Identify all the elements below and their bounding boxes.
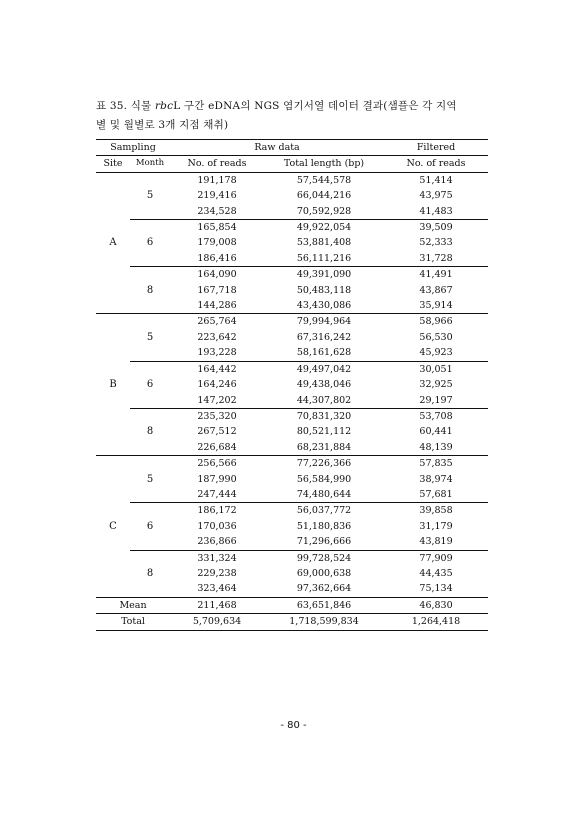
filtered-reads-cell: 56,530 xyxy=(419,331,453,343)
raw-reads-cell: 323,464 xyxy=(170,581,264,597)
month-cell: 6 xyxy=(130,503,170,550)
total-length-cell: 53,881,408 xyxy=(296,237,352,249)
header-raw-data: Raw data xyxy=(170,140,384,156)
month-cell: 8 xyxy=(130,267,170,314)
filtered-reads-cell: 31,179 xyxy=(419,520,453,532)
total-length-cell: 58,161,628 xyxy=(264,345,384,361)
filtered-reads-cell: 38,974 xyxy=(419,473,453,485)
table-row xyxy=(96,220,488,236)
total-length-cell: 51,180,836 xyxy=(296,520,352,532)
month-cell: 5 xyxy=(130,456,170,503)
total-length-cell: 67,316,242 xyxy=(296,331,352,343)
total-length-cell: 70,831,320 xyxy=(296,410,352,422)
filtered-reads-cell: 41,483 xyxy=(384,204,488,220)
filtered-reads-cell: 60,441 xyxy=(419,426,453,438)
raw-reads-cell: 187,990 xyxy=(197,473,237,485)
filtered-reads-cell: 53,708 xyxy=(419,410,453,422)
raw-reads-cell: 186,416 xyxy=(170,251,264,267)
raw-reads-cell: 193,228 xyxy=(170,345,264,361)
filtered-reads-cell: 35,914 xyxy=(384,298,488,314)
raw-reads-cell: 236,866 xyxy=(170,534,264,550)
filtered-reads-cell: 41,491 xyxy=(419,269,453,281)
raw-reads-cell: 219,416 xyxy=(197,190,237,202)
total-label: Total xyxy=(96,614,170,630)
total-length: 1,718,599,834 xyxy=(264,614,384,630)
total-length-cell: 79,994,964 xyxy=(296,316,352,328)
filtered-reads-cell: 43,975 xyxy=(419,190,453,202)
total-reads: 5,709,634 xyxy=(170,614,264,630)
raw-reads-cell: 167,718 xyxy=(197,284,237,296)
raw-reads-cell: 235,320 xyxy=(197,410,237,422)
total-length-cell: 49,438,046 xyxy=(296,379,352,391)
total-length-cell: 77,226,366 xyxy=(296,458,352,470)
filtered-reads-cell: 32,925 xyxy=(419,379,453,391)
site-cell: B xyxy=(96,314,130,456)
raw-reads-cell: 229,238 xyxy=(197,567,237,579)
table-row xyxy=(96,550,488,566)
header-raw-reads: No. of reads xyxy=(170,156,264,172)
table-body xyxy=(96,172,488,597)
total-length-cell: 69,000,638 xyxy=(296,567,352,579)
mean-label: Mean xyxy=(119,599,147,611)
filtered-reads-cell: 77,909 xyxy=(419,552,453,564)
raw-reads-cell: 164,246 xyxy=(197,379,237,391)
table-caption xyxy=(96,97,496,135)
total-length-cell: 56,584,990 xyxy=(296,473,352,485)
caption-gene-italic: rbc xyxy=(154,100,174,112)
header-month: Month xyxy=(130,156,170,172)
filtered-reads-cell: 29,197 xyxy=(384,393,488,409)
caption-text-2: 별 및 월별로 3개 지점 채취) xyxy=(96,119,229,131)
total-length-cell: 97,362,664 xyxy=(264,581,384,597)
month-cell: 6 xyxy=(130,361,170,408)
filtered-reads-cell: 57,835 xyxy=(419,458,453,470)
raw-reads-cell: 164,442 xyxy=(197,363,237,375)
total-row xyxy=(96,614,488,630)
raw-reads-cell: 147,202 xyxy=(170,393,264,409)
total-length-cell: 80,521,112 xyxy=(296,426,352,438)
total-length-cell: 49,391,090 xyxy=(296,269,352,281)
filtered-reads-cell: 48,139 xyxy=(384,440,488,456)
raw-reads-cell: 191,178 xyxy=(197,174,237,186)
filtered-reads-cell: 75,134 xyxy=(384,581,488,597)
month-cell: 8 xyxy=(130,408,170,455)
raw-reads-cell: 265,764 xyxy=(197,316,237,328)
raw-reads-cell: 226,684 xyxy=(170,440,264,456)
filtered-reads-cell: 43,867 xyxy=(419,284,453,296)
filtered-reads-cell: 45,923 xyxy=(384,345,488,361)
month-cell: 8 xyxy=(130,550,170,597)
header-filtered: Filtered xyxy=(384,140,488,156)
raw-reads-cell: 223,642 xyxy=(197,331,237,343)
total-length-cell: 50,483,118 xyxy=(296,284,352,296)
filtered-reads-cell: 31,728 xyxy=(384,251,488,267)
raw-reads-cell: 179,008 xyxy=(197,237,237,249)
raw-reads-cell: 247,444 xyxy=(170,487,264,503)
total-length-cell: 71,296,666 xyxy=(264,534,384,550)
raw-reads-cell: 144,286 xyxy=(170,298,264,314)
table-row xyxy=(96,314,488,330)
filtered-reads-cell: 43,819 xyxy=(384,534,488,550)
mean-row xyxy=(96,597,488,613)
mean-length: 63,651,846 xyxy=(296,599,352,611)
site-cell: A xyxy=(96,172,130,314)
total-length-cell: 57,544,578 xyxy=(296,174,352,186)
total-length-cell: 44,307,802 xyxy=(264,393,384,409)
total-filtered: 1,264,418 xyxy=(384,614,488,630)
table-row xyxy=(96,408,488,424)
month-cell: 5 xyxy=(130,314,170,361)
caption-text-1a: 표 35. 식물 xyxy=(96,100,155,112)
header-row-1 xyxy=(96,140,488,156)
total-length-cell: 49,497,042 xyxy=(296,363,352,375)
caption-text-1b: L 구간 eDNA의 NGS 염기서열 데이터 결과(샘플은 각 지역 xyxy=(173,100,457,112)
header-row-2 xyxy=(96,156,488,172)
raw-reads-cell: 186,172 xyxy=(197,505,237,517)
filtered-reads-cell: 39,858 xyxy=(419,505,453,517)
raw-reads-cell: 256,566 xyxy=(197,458,237,470)
raw-reads-cell: 165,854 xyxy=(197,222,237,234)
total-length-cell: 43,430,086 xyxy=(264,298,384,314)
table-row xyxy=(96,456,488,472)
table-row xyxy=(96,361,488,377)
site-cell: C xyxy=(96,456,130,598)
total-length-cell: 56,111,216 xyxy=(264,251,384,267)
raw-reads-cell: 234,528 xyxy=(170,204,264,220)
table-row xyxy=(96,172,488,188)
filtered-reads-cell: 30,051 xyxy=(419,363,453,375)
filtered-reads-cell: 51,414 xyxy=(419,174,453,186)
table-row xyxy=(96,267,488,283)
total-length-cell: 68,231,884 xyxy=(264,440,384,456)
mean-reads: 211,468 xyxy=(197,599,237,611)
total-length-cell: 56,037,772 xyxy=(296,505,352,517)
raw-reads-cell: 170,036 xyxy=(197,520,237,532)
filtered-reads-cell: 39,509 xyxy=(419,222,453,234)
table-row xyxy=(96,503,488,519)
filtered-reads-cell: 44,435 xyxy=(419,567,453,579)
total-length-cell: 99,728,524 xyxy=(296,552,352,564)
header-total-length: Total length (bp) xyxy=(264,156,384,172)
header-sampling: Sampling xyxy=(96,140,170,156)
mean-filtered: 46,830 xyxy=(419,599,453,611)
total-length-cell: 66,044,216 xyxy=(296,190,352,202)
filtered-reads-cell: 52,333 xyxy=(419,237,453,249)
month-cell: 5 xyxy=(130,172,170,219)
total-length-cell: 74,480,644 xyxy=(264,487,384,503)
page-number: - 80 - xyxy=(280,720,307,731)
header-filtered-reads: No. of reads xyxy=(384,156,488,172)
filtered-reads-cell: 58,966 xyxy=(419,316,453,328)
total-length-cell: 49,922,054 xyxy=(296,222,352,234)
raw-reads-cell: 331,324 xyxy=(197,552,237,564)
filtered-reads-cell: 57,681 xyxy=(384,487,488,503)
raw-reads-cell: 267,512 xyxy=(197,426,237,438)
total-length-cell: 70,592,928 xyxy=(264,204,384,220)
ngs-results-table xyxy=(96,139,488,631)
header-site: Site xyxy=(96,156,130,172)
month-cell: 6 xyxy=(130,220,170,267)
raw-reads-cell: 164,090 xyxy=(197,269,237,281)
